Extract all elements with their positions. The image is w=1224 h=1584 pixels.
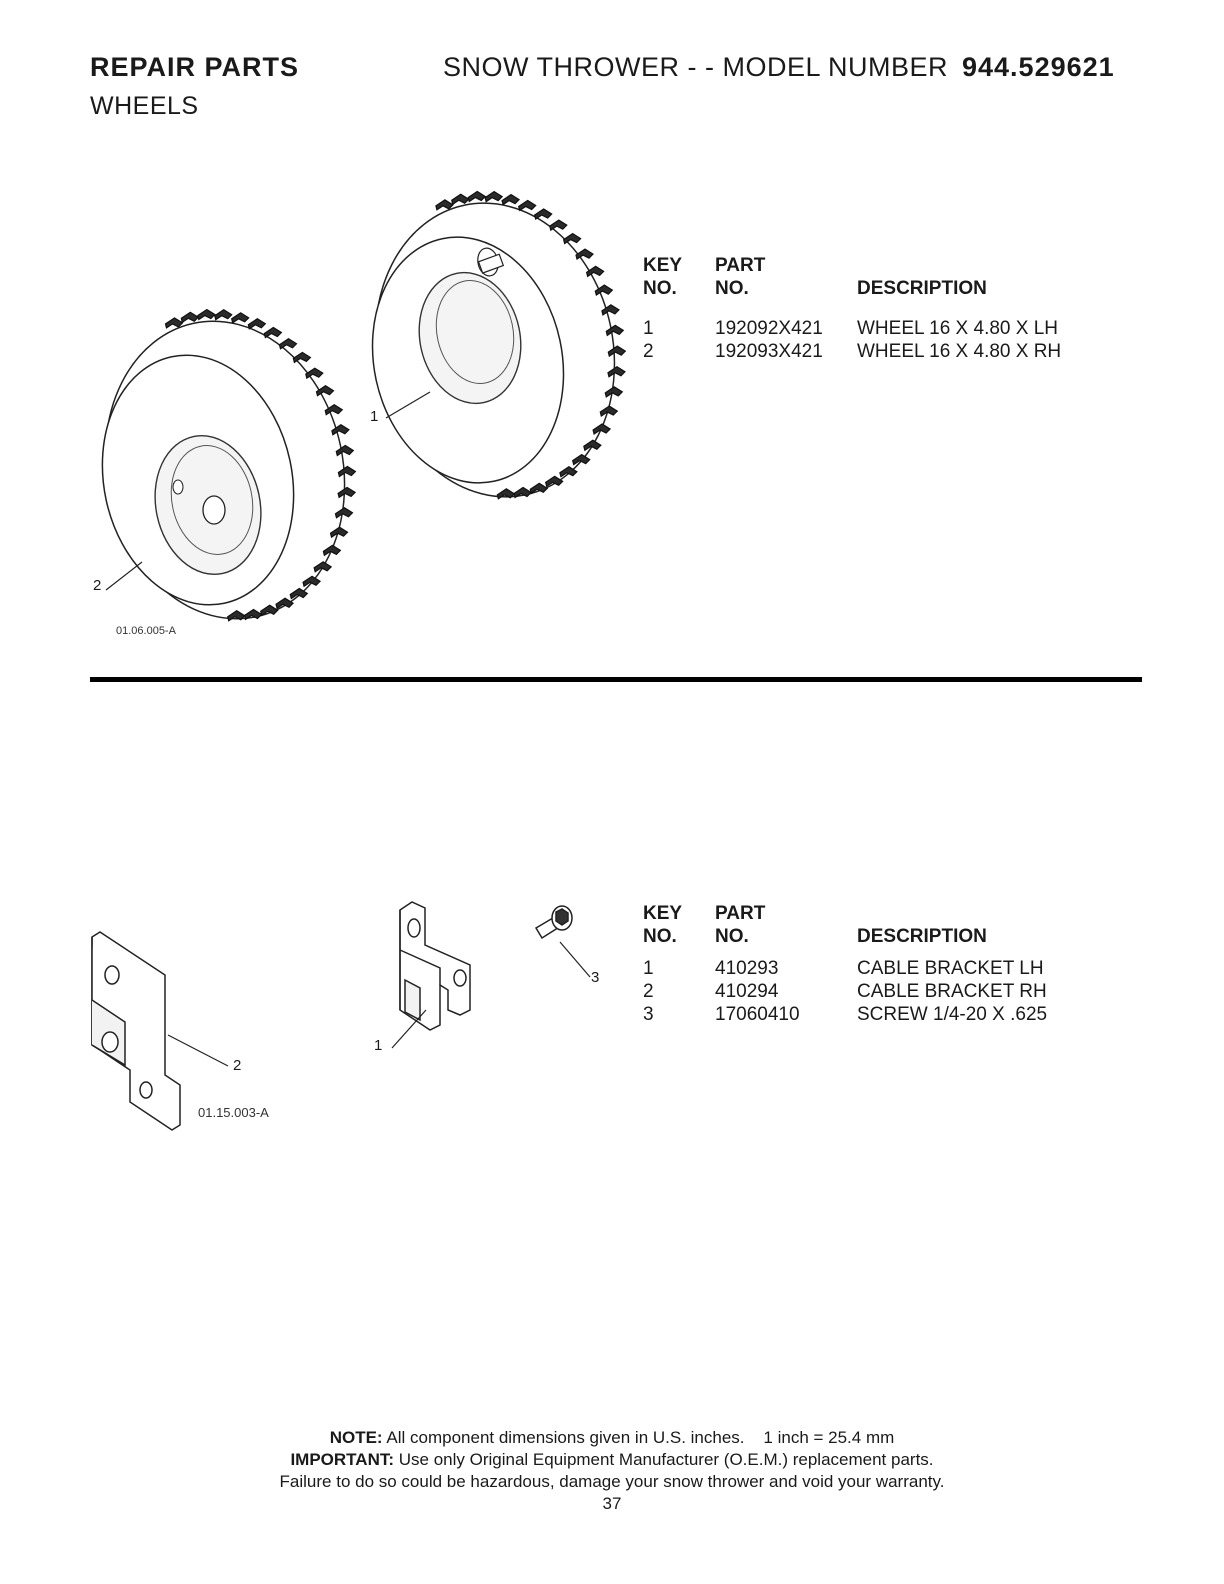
note-text: All component dimensions given in U.S. inches. 1 inch = 25.4 mm xyxy=(386,1428,895,1447)
callout-2-brackets: 2 xyxy=(233,1057,242,1074)
footer-note xyxy=(0,1427,1224,1515)
callout-2-wheels: 2 xyxy=(93,577,102,594)
tread-lug xyxy=(576,249,593,259)
table-row-part: 192092X421 xyxy=(715,318,823,339)
cable-bracket-lh-drawing xyxy=(400,902,470,1030)
tread-lug xyxy=(293,352,310,362)
table-row-key: 1 xyxy=(643,318,654,339)
key-header-1: KEY xyxy=(643,255,683,276)
tread-lug xyxy=(316,386,333,396)
table-row-part: 192093X421 xyxy=(715,341,823,362)
tread-lug xyxy=(485,192,502,202)
tread-lug xyxy=(564,234,581,244)
tread-lug xyxy=(587,266,604,276)
tread-lug xyxy=(436,200,453,210)
table-row-description: CABLE BRACKET RH xyxy=(857,981,1047,1002)
important-text: Use only Original Equipment Manufacturer (O.E.M.) replacement parts. xyxy=(398,1450,934,1469)
important-label: IMPORTANT: xyxy=(290,1450,395,1469)
key-header-2: NO. xyxy=(643,278,677,299)
description-header: DESCRIPTION xyxy=(857,278,987,299)
model-header-label: SNOW THROWER - - MODEL NUMBER xyxy=(443,52,948,82)
key-header-1: KEY xyxy=(643,903,683,924)
table-row-key: 2 xyxy=(643,341,654,362)
wheels-figure-code: 01.06.005-A xyxy=(116,625,176,637)
repair-parts-title: REPAIR PARTS xyxy=(90,52,300,82)
important-line xyxy=(0,1449,1224,1471)
tread-lug xyxy=(468,191,485,201)
callout-3-brackets: 3 xyxy=(591,969,600,986)
note-line xyxy=(0,1427,1224,1449)
note-label: NOTE: xyxy=(329,1428,383,1447)
description-header: DESCRIPTION xyxy=(857,926,987,947)
table-row-key: 1 xyxy=(643,958,654,979)
tread-lug xyxy=(248,319,265,329)
wheel-lh-drawing xyxy=(349,181,641,520)
callout-1-brackets: 1 xyxy=(374,1037,383,1054)
table-row-key: 3 xyxy=(643,1004,654,1025)
part-header-2: NO. xyxy=(715,278,749,299)
tread-lug xyxy=(535,209,552,219)
brackets-figure-code: 01.15.003-A xyxy=(198,1105,269,1120)
tread-lug xyxy=(264,327,281,337)
table-row-description: WHEEL 16 X 4.80 X RH xyxy=(857,341,1062,362)
screw-drawing xyxy=(536,906,572,938)
part-header-1: PART xyxy=(715,255,766,276)
tread-lug xyxy=(181,312,198,322)
tread-lug xyxy=(232,313,249,323)
tread-lug xyxy=(306,368,323,378)
failure-line: Failure to do so could be hazardous, damage your snow thrower and void your warranty. xyxy=(279,1472,945,1491)
tread-lug xyxy=(165,318,182,328)
tread-lug xyxy=(550,220,567,230)
part-header-1: PART xyxy=(715,903,766,924)
section-title: WHEELS xyxy=(90,92,199,120)
tread-lug xyxy=(452,194,469,204)
table-row-description: WHEEL 16 X 4.80 X LH xyxy=(857,318,1059,339)
wheel-rh-drawing xyxy=(78,299,371,642)
key-header-2: NO. xyxy=(643,926,677,947)
tread-lug xyxy=(215,310,232,320)
tread-lug xyxy=(198,310,215,320)
tread-lug xyxy=(519,200,536,210)
page-number: 37 xyxy=(602,1494,622,1513)
tread-lug xyxy=(502,195,519,205)
table-row-description: SCREW 1/4-20 X .625 xyxy=(857,1004,1048,1025)
model-number: 944.529621 xyxy=(962,52,1115,82)
part-header-2: NO. xyxy=(715,926,749,947)
table-row-key: 2 xyxy=(643,981,654,1002)
table-row-part: 410294 xyxy=(715,981,779,1002)
cable-bracket-rh-drawing xyxy=(92,932,180,1130)
section-divider xyxy=(90,677,1142,682)
table-row-part: 410293 xyxy=(715,958,779,979)
table-row-part: 17060410 xyxy=(715,1004,800,1025)
table-row-description: CABLE BRACKET LH xyxy=(857,958,1044,979)
callout-1-wheels: 1 xyxy=(370,408,379,425)
brackets-illustration xyxy=(0,860,1224,1360)
tread-lug xyxy=(279,339,296,349)
